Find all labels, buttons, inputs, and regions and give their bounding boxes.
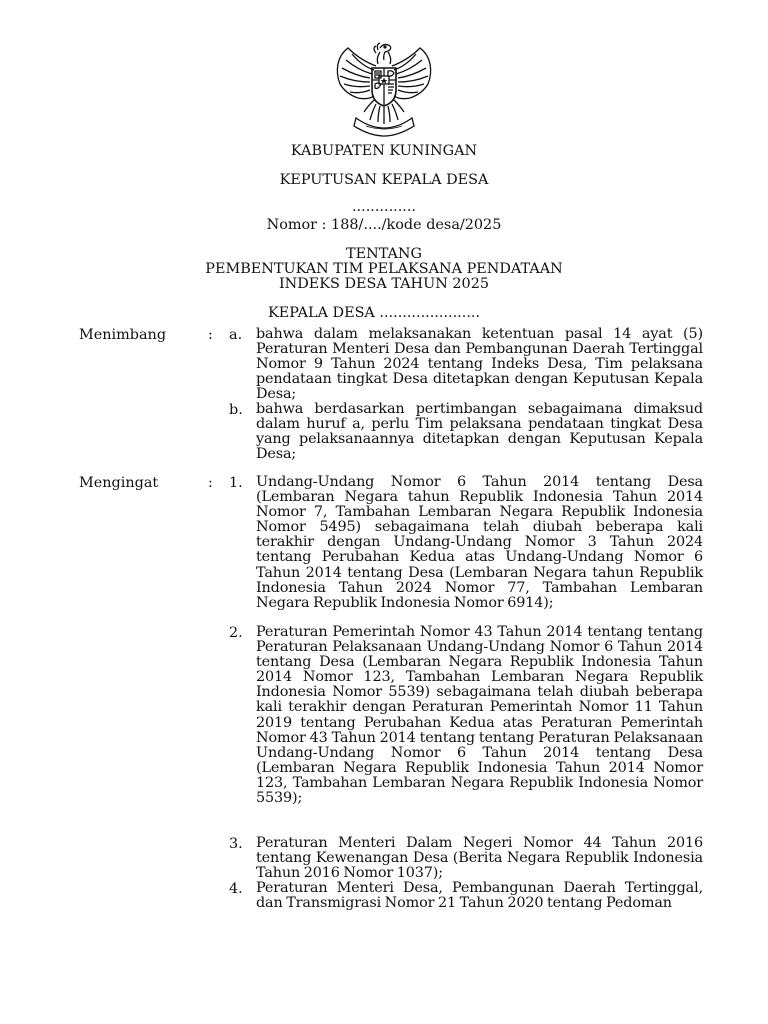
nomor-line: Nomor : 188/..../kode desa/2025	[266, 217, 502, 233]
tentang-label: TENTANG	[346, 246, 422, 262]
kepala-desa-line: KEPALA DESA ......................	[268, 305, 481, 321]
judul-line-1: PEMBENTUKAN TIM PELAKSANA PENDATAAN	[205, 261, 563, 277]
item-text: Undang-Undang Nomor 6 Tahun 2014 tentang Desa (Lembaran Negara tahun Republik Indonesia Tahun 2014 Nomor 7, Tambahan Lembaran Negara Republik Indonesia Nomor 5495) sebagaimana telah diubah beberapa kali terakhir dengan Undang-Undang Nomor 3 Tahun 2024 tentang Perubahan Kedua atas Undang-Undang Nomor 6 Tahun 2014 tentang Desa (Lembaran Negara tahun Republik Indonesia Tahun 2024 Nomor 77, Tambahan Lembaran Negara Republik Indonesia Nomor 6914);	[256, 474, 703, 611]
item-text: bahwa dalam melaksanakan ketentuan pasal 14 ayat (5) Peraturan Menteri Desa dan Pembangunan Daerah Tertinggal Nomor 9 Tahun 2024 tentang Indeks Desa, Tim pelaksana pendataan tingkat Desa ditetapkan dengan Keputusan Kepala Desa;	[256, 326, 703, 403]
mengingat-label: Mengingat	[79, 475, 159, 491]
item-text: Peraturan Pemerintah Nomor 43 Tahun 2014 tentang tentang Peraturan Pelaksanaan Undang-Undang Nomor 6 Tahun 2014 tentang Desa (Lembaran Negara Republik Indonesia Tahun 2014 Nomor 123, Tambahan Lembaran Negara Republik Indonesia Nomor 5539) sebagaimana telah diubah beberapa kali terakhir dengan Peraturan Pemerintah Nomor 11 Tahun 2019 tentang Perubahan Kedua atas Peraturan Pemerintah Nomor 43 Tahun 2014 tentang tentang Peraturan Pelaksanaan Undang-Undang Nomor 6 Tahun 2014 tentang Desa (Lembaran Negara Republik Indonesia Tahun 2014 Nomor 123, Tambahan Lembaran Negara Republik Indonesia Nomor 5539);	[256, 624, 703, 807]
nomor-dots: ..............	[351, 199, 417, 215]
item-text: Peraturan Menteri Dalam Negeri Nomor 44 Tahun 2016 tentang Kewenangan Desa (Berita Negara Republik Indonesia Tahun 2016 Nomor 1037);	[256, 835, 703, 882]
item-marker: 1.	[229, 475, 243, 491]
garuda-emblem-icon	[330, 40, 438, 138]
keputusan-title: KEPUTUSAN KEPALA DESA	[279, 172, 489, 188]
item-marker: a.	[229, 327, 243, 343]
item-marker: 3.	[229, 836, 243, 852]
kabupaten-title: KABUPATEN KUNINGAN	[290, 143, 478, 159]
menimbang-label: Menimbang	[79, 327, 167, 343]
item-text: bahwa berdasarkan pertimbangan sebagaimana dimaksud dalam huruf a, perlu Tim pelaksana pendataan tingkat Desa yang pelaksanaannya ditetapkan dengan Keputusan Kepala Desa;	[256, 401, 703, 463]
item-marker: 2.	[229, 625, 243, 641]
item-marker: b.	[229, 402, 243, 418]
mengingat-colon: :	[208, 475, 213, 491]
menimbang-colon: :	[208, 327, 213, 343]
judul-line-2: INDEKS DESA TAHUN 2025	[278, 276, 490, 292]
item-text: Peraturan Menteri Desa, Pembangunan Daerah Tertinggal, dan Transmigrasi Nomor 21 Tahun 2020 tentang Pedoman	[256, 880, 703, 912]
item-marker: 4.	[229, 881, 243, 897]
